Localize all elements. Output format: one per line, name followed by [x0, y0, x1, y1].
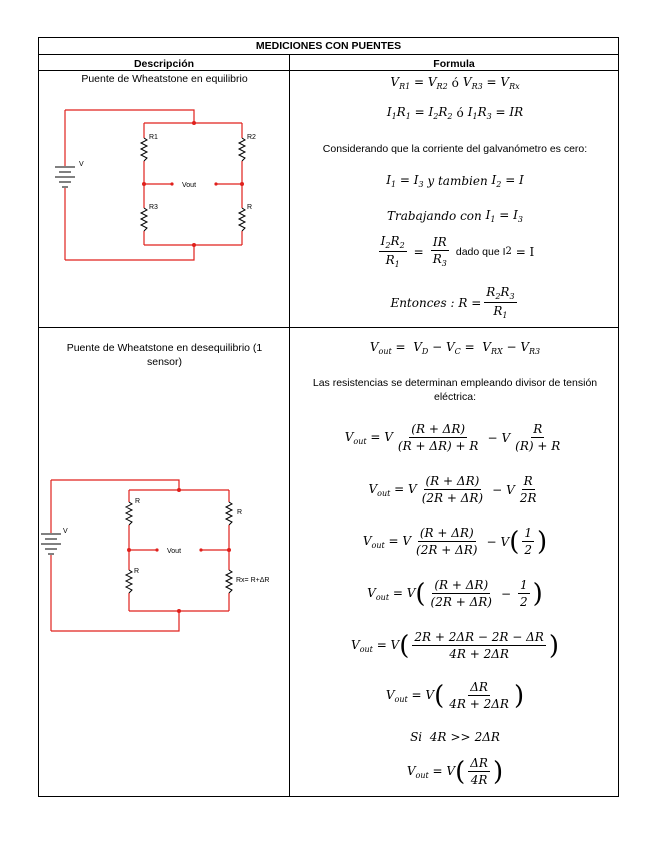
r-top-right-label: R [237, 509, 243, 516]
row2-description: Puente de Wheatstone en desequilibrio (1 sensor) [66, 342, 263, 368]
vout-label: Vout [182, 182, 197, 189]
eq-result-r: Entonces : R = $\frac{R_2R_3}{R_1}$ [390, 285, 515, 320]
resistor-r2 [239, 138, 245, 161]
r1-label: R1 [149, 134, 158, 141]
eq-vout-4: $V_{out} = V$ ( $\frac{(R + \Delta R)}{(2R + \Delta R)}$ − $\frac{1}{2}$ ) [367, 578, 543, 609]
eq-voltage-equality: $V_{R1} = V_{R2}$ ó $V_{R3} = V_{Rx}$ [390, 75, 520, 91]
r-top-left-label: R [135, 498, 141, 505]
r4-label: R [247, 204, 253, 211]
resistor-top-right [226, 502, 232, 525]
header-description: Descripción [133, 58, 195, 70]
eq-vout-1: $V_{out} = V$ $\frac{(R + \Delta R)}{(R + \Delta R) + R}$ − V $\frac{R}{(R) + R}$ [344, 422, 561, 453]
eq-vout-6: $V_{out} = V$ ( $\frac{\Delta R}{4R + 2\Delta R}$ ) [385, 680, 525, 711]
r-bottom-left-label: R [134, 568, 140, 575]
source-label: V [79, 161, 84, 168]
battery-icon [55, 167, 75, 187]
eq-vout-final: $V_{out} = V$ ( $\frac{\Delta R}{4R}$ ) [406, 756, 504, 787]
row-divider [39, 327, 618, 328]
source-label-2: V [63, 528, 68, 535]
resistor-r4 [239, 208, 245, 231]
bridge-measurements-table [38, 37, 619, 797]
unbalanced-bridge-circuit [39, 470, 289, 640]
vout-label-2: Vout [167, 548, 182, 555]
column-divider [289, 54, 290, 797]
eq-current-products: $I_1R_1 = I_2R_2$ ó $I_1R_3$ = IR [386, 105, 524, 121]
row1-description: Puente de Wheatstone en equilibrio [81, 73, 248, 85]
eq-working-with: Trabajando con $I_1 = I_3$ [387, 208, 523, 224]
r2-label: R2 [247, 134, 256, 141]
text-galvanometer-zero: Considerando que la corriente del galvanómetro es cero: [322, 143, 588, 155]
resistor-bottom-left [126, 570, 132, 593]
header-formula: Formula [433, 58, 475, 70]
rx-label: Rx= R+ΔR [236, 577, 270, 584]
resistor-r1 [141, 138, 147, 161]
eq-ratio: $\frac{I_2R_2}{R_1}$ = $\frac{IR}{R_3}$ dado que I 2 = I [380, 234, 535, 269]
title-divider [39, 54, 618, 55]
text-voltage-divider: Las resistencias se determinan empleando divisor de tensión eléctrica: [312, 377, 598, 403]
resistor-top-left [126, 502, 132, 525]
eq-currents: $I_1 = I_3$ y tambien $I_2 = I$ [386, 173, 524, 189]
r3-label: R3 [149, 204, 158, 211]
eq-condition: Si 4R >> 2ΔR [410, 730, 500, 744]
resistor-sensor [226, 570, 232, 593]
eq-vout-5: $V_{out} = V$ ( $\frac{2R + 2\Delta R - 2R - \Delta R}{4R + 2\Delta R}$ ) [351, 630, 559, 661]
battery-icon-2 [41, 534, 61, 554]
balanced-bridge-circuit [49, 98, 259, 268]
table-title: MEDICIONES CON PUENTES [255, 40, 402, 52]
resistor-r3 [141, 208, 147, 231]
eq-vout-2: $V_{out} = V$ $\frac{(R + \Delta R)}{(2R + \Delta R)}$ − V $\frac{R}{2R}$ [368, 474, 537, 505]
eq-vout-3: $V_{out} = V$ $\frac{(R + \Delta R)}{(2R + \Delta R)}$ − V ( $\frac{1}{2}$ ) [362, 526, 548, 557]
eq-vout-difference: $V_{out} = V_D - V_C = V_{RX} - V_{R3}$ [369, 340, 541, 356]
header-divider [39, 70, 618, 71]
